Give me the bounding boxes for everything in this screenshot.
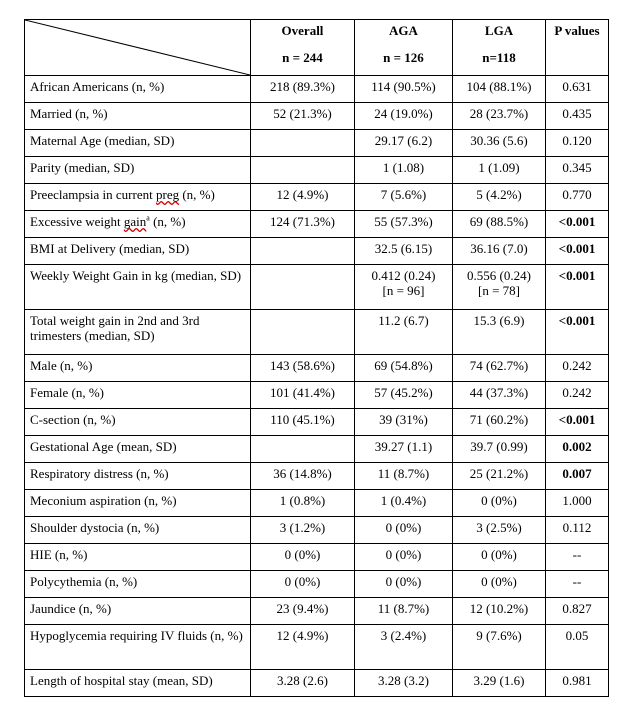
header-aga-n: n = 126 — [383, 50, 424, 65]
row-label: Respiratory distress (n, %) — [25, 463, 251, 490]
lga-cell: 25 (21.2%) — [453, 463, 546, 490]
table-row — [25, 211, 609, 238]
aga-cell: 0 (0%) — [355, 571, 453, 598]
overall-cell — [251, 157, 355, 184]
lga-cell: 3.29 (1.6) — [453, 670, 546, 697]
header-overall-title: Overall — [281, 23, 324, 38]
p-value-cell: 0.631 — [546, 76, 609, 103]
aga-cell: 57 (45.2%) — [355, 382, 453, 409]
table-row — [25, 382, 609, 409]
aga-cell: 3.28 (3.2) — [355, 670, 453, 697]
row-label-part: (n, %) — [179, 187, 215, 202]
overall-cell — [251, 310, 355, 355]
table-row — [25, 238, 609, 265]
p-value-cell: <0.001 — [546, 265, 609, 310]
table-row — [25, 436, 609, 463]
row-label: Parity (median, SD) — [25, 157, 251, 184]
lga-cell — [453, 265, 546, 310]
aga-cell: 114 (90.5%) — [355, 76, 453, 103]
p-value-cell: 1.000 — [546, 490, 609, 517]
overall-cell: 124 (71.3%) — [251, 211, 355, 238]
p-value-cell: -- — [546, 544, 609, 571]
lga-cell: 71 (60.2%) — [453, 409, 546, 436]
header-corner-cell — [25, 20, 251, 76]
table-row — [25, 571, 609, 598]
aga-cell: 39.27 (1.1) — [355, 436, 453, 463]
lga-cell: 44 (37.3%) — [453, 382, 546, 409]
row-label: Meconium aspiration (n, %) — [25, 490, 251, 517]
lga-cell: 1 (1.09) — [453, 157, 546, 184]
aga-cell: 69 (54.8%) — [355, 355, 453, 382]
table-row — [25, 544, 609, 571]
p-value-cell: 0.007 — [546, 463, 609, 490]
overall-cell: 218 (89.3%) — [251, 76, 355, 103]
aga-cell — [355, 265, 453, 310]
header-pvalues-title: P values — [554, 23, 600, 38]
p-value-cell: 0.002 — [546, 436, 609, 463]
row-label — [25, 211, 251, 238]
aga-cell: 32.5 (6.15) — [355, 238, 453, 265]
lga-cell: 12 (10.2%) — [453, 598, 546, 625]
spellcheck-word: preg — [155, 187, 180, 202]
p-value-cell: <0.001 — [546, 238, 609, 265]
results-table — [24, 19, 609, 697]
header-overall-n: n = 244 — [282, 50, 323, 65]
table-row — [25, 103, 609, 130]
aga-cell: 24 (19.0%) — [355, 103, 453, 130]
aga-cell: 11 (8.7%) — [355, 463, 453, 490]
row-label: Polycythemia (n, %) — [25, 571, 251, 598]
lga-cell: 69 (88.5%) — [453, 211, 546, 238]
table-row — [25, 598, 609, 625]
header-overall — [251, 20, 355, 76]
p-value-cell: 0.242 — [546, 355, 609, 382]
lga-cell: 5 (4.2%) — [453, 184, 546, 211]
overall-cell: 0 (0%) — [251, 571, 355, 598]
row-label: Shoulder dystocia (n, %) — [25, 517, 251, 544]
overall-cell: 0 (0%) — [251, 544, 355, 571]
p-value-cell: 0.112 — [546, 517, 609, 544]
lga-cell: 28 (23.7%) — [453, 103, 546, 130]
table-row — [25, 355, 609, 382]
lga-cell: 104 (88.1%) — [453, 76, 546, 103]
header-aga — [355, 20, 453, 76]
lga-cell: 9 (7.6%) — [453, 625, 546, 670]
overall-cell — [251, 436, 355, 463]
aga-cell: 11.2 (6.7) — [355, 310, 453, 355]
overall-cell: 1 (0.8%) — [251, 490, 355, 517]
lga-cell: 0 (0%) — [453, 544, 546, 571]
table-row — [25, 490, 609, 517]
footnote-marker: a — [146, 213, 150, 223]
lga-cell: 39.7 (0.99) — [453, 436, 546, 463]
table-row — [25, 184, 609, 211]
aga-cell: 29.17 (6.2) — [355, 130, 453, 157]
row-label: Married (n, %) — [25, 103, 251, 130]
p-value-cell: 0.435 — [546, 103, 609, 130]
row-label: Total weight gain in 2nd and 3rd trimesters (median, SD) — [25, 310, 251, 355]
overall-cell: 36 (14.8%) — [251, 463, 355, 490]
overall-cell — [251, 130, 355, 157]
table-row — [25, 463, 609, 490]
p-value-cell: 0.345 — [546, 157, 609, 184]
aga-cell: 0 (0%) — [355, 517, 453, 544]
lga-cell: 0 (0%) — [453, 490, 546, 517]
lga-cell: 3 (2.5%) — [453, 517, 546, 544]
lga-cell: 15.3 (6.9) — [453, 310, 546, 355]
p-value-cell: 0.827 — [546, 598, 609, 625]
row-label: BMI at Delivery (median, SD) — [25, 238, 251, 265]
header-lga-title: LGA — [484, 23, 514, 38]
table-row — [25, 76, 609, 103]
overall-cell: 3.28 (2.6) — [251, 670, 355, 697]
table-row — [25, 310, 609, 355]
table-row — [25, 409, 609, 436]
overall-cell: 23 (9.4%) — [251, 598, 355, 625]
row-label: HIE (n, %) — [25, 544, 251, 571]
row-label: Male (n, %) — [25, 355, 251, 382]
p-value-cell: 0.05 — [546, 625, 609, 670]
aga-cell: 1 (0.4%) — [355, 490, 453, 517]
aga-cell: 7 (5.6%) — [355, 184, 453, 211]
row-label: Weekly Weight Gain in kg (median, SD) — [25, 265, 251, 310]
aga-cell: 1 (1.08) — [355, 157, 453, 184]
p-value-cell: 0.981 — [546, 670, 609, 697]
p-value-cell: 0.120 — [546, 130, 609, 157]
row-label-part: Preeclampsia in current — [30, 187, 156, 202]
p-value-cell: <0.001 — [546, 211, 609, 238]
row-label: C-section (n, %) — [25, 409, 251, 436]
aga-cell: 55 (57.3%) — [355, 211, 453, 238]
row-label: Gestational Age (mean, SD) — [25, 436, 251, 463]
header-lga-n: n=118 — [482, 50, 516, 65]
table-row — [25, 517, 609, 544]
overall-cell: 110 (45.1%) — [251, 409, 355, 436]
lga-cell: 36.16 (7.0) — [453, 238, 546, 265]
overall-cell: 52 (21.3%) — [251, 103, 355, 130]
overall-cell: 12 (4.9%) — [251, 625, 355, 670]
aga-value: 0.412 (0.24) — [371, 268, 436, 283]
row-label: Female (n, %) — [25, 382, 251, 409]
diagonal-line — [25, 20, 250, 75]
table-row — [25, 157, 609, 184]
p-value-cell: 0.770 — [546, 184, 609, 211]
overall-cell: 12 (4.9%) — [251, 184, 355, 211]
overall-cell — [251, 238, 355, 265]
p-value-cell: <0.001 — [546, 310, 609, 355]
table-row — [25, 265, 609, 310]
row-label: Hypoglycemia requiring IV fluids (n, %) — [25, 625, 251, 670]
aga-n: [n = 96] — [382, 283, 425, 298]
lga-cell: 0 (0%) — [453, 571, 546, 598]
table-row — [25, 625, 609, 670]
row-label-part: Excessive weight — [30, 214, 124, 229]
header-row — [25, 20, 609, 76]
p-value-cell: -- — [546, 571, 609, 598]
header-aga-title: AGA — [389, 23, 418, 38]
header-pvalues — [546, 20, 609, 76]
lga-cell: 74 (62.7%) — [453, 355, 546, 382]
row-label: Jaundice (n, %) — [25, 598, 251, 625]
aga-cell: 3 (2.4%) — [355, 625, 453, 670]
overall-cell: 3 (1.2%) — [251, 517, 355, 544]
header-lga — [453, 20, 546, 76]
lga-n: [n = 78] — [478, 283, 520, 298]
overall-cell — [251, 265, 355, 310]
aga-cell: 0 (0%) — [355, 544, 453, 571]
row-label-part: (n, %) — [149, 214, 186, 229]
overall-cell: 143 (58.6%) — [251, 355, 355, 382]
table-row — [25, 130, 609, 157]
overall-cell: 101 (41.4%) — [251, 382, 355, 409]
p-value-cell: <0.001 — [546, 409, 609, 436]
aga-cell: 39 (31%) — [355, 409, 453, 436]
aga-cell: 11 (8.7%) — [355, 598, 453, 625]
lga-cell: 30.36 (5.6) — [453, 130, 546, 157]
row-label: Maternal Age (median, SD) — [25, 130, 251, 157]
table-row — [25, 670, 609, 697]
p-value-cell: 0.242 — [546, 382, 609, 409]
row-label: African Americans (n, %) — [25, 76, 251, 103]
spellcheck-word: gain — [123, 214, 147, 229]
row-label — [25, 184, 251, 211]
row-label: Length of hospital stay (mean, SD) — [25, 670, 251, 697]
lga-value: 0.556 (0.24) — [467, 268, 531, 283]
